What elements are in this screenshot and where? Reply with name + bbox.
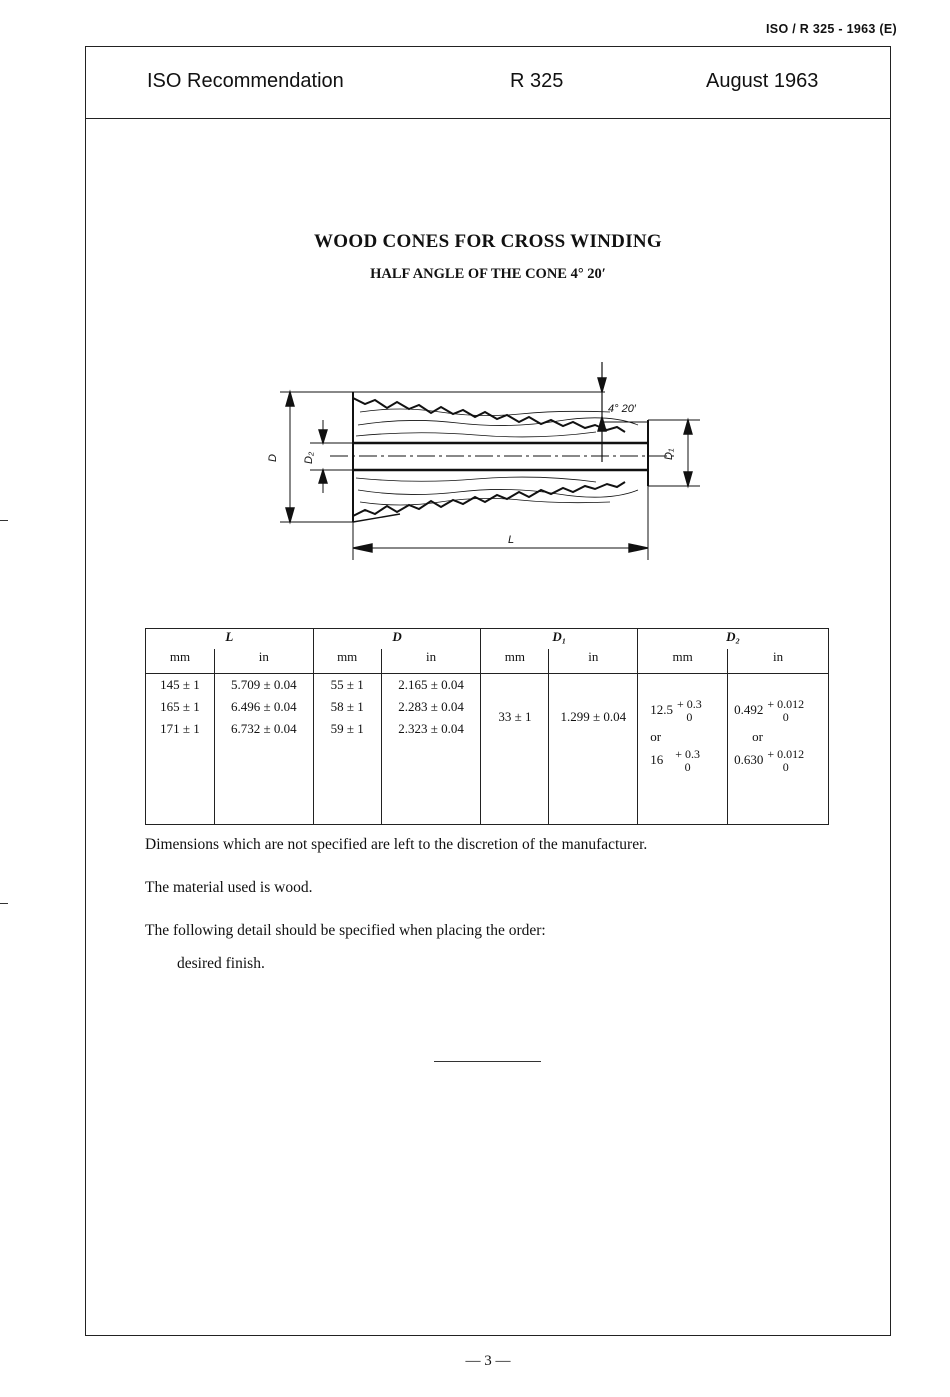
header-left: ISO Recommendation xyxy=(147,70,344,92)
note-order-detail: The following detail should be specified when placing the order: xyxy=(145,922,546,939)
or-label: or xyxy=(752,729,763,744)
D1-in-cell xyxy=(549,674,638,825)
tolerance xyxy=(675,748,700,774)
D2-mm-cell xyxy=(638,674,728,825)
unit-cell: in xyxy=(549,649,638,674)
tolerance xyxy=(767,698,804,724)
D2-mm-second xyxy=(650,748,727,774)
label-D: D xyxy=(267,454,279,462)
D-in-cell xyxy=(381,674,481,825)
tolerance xyxy=(677,698,702,724)
L-mm-cell xyxy=(146,674,215,825)
note-unspecified-dimensions: Dimensions which are not specified are left to the discretion of the manufacturer. xyxy=(145,836,648,853)
label-angle: 4° 20′ xyxy=(608,403,636,415)
unit-cell: mm xyxy=(638,649,728,674)
tolerance-lower: 0 xyxy=(686,710,693,724)
D2-mm-first xyxy=(650,698,727,724)
L-mm-value: 165 ± 1 xyxy=(160,699,200,714)
tolerance-upper: + 0.012 xyxy=(767,697,805,711)
tolerance-lower: 0 xyxy=(782,710,789,724)
or-label: or xyxy=(650,729,662,744)
L-in-value: 6.496 ± 0.04 xyxy=(230,699,297,714)
label-D2: D₂ xyxy=(303,451,315,464)
margin-mark xyxy=(0,520,8,521)
unit-cell: mm xyxy=(313,649,381,674)
D-mm-value: 59 ± 1 xyxy=(330,721,364,736)
tolerance-lower: 0 xyxy=(684,760,691,774)
D1-in-value: 1.299 ± 0.04 xyxy=(560,709,627,724)
D2-in-second xyxy=(734,748,828,774)
table-units-header xyxy=(146,649,829,674)
group-D2: D₂ xyxy=(638,629,829,650)
D-in-value: 2.283 ± 0.04 xyxy=(398,699,464,714)
note-material: The material used is wood. xyxy=(145,879,313,896)
D1-mm-cell xyxy=(481,674,549,825)
header-right: August 1963 xyxy=(706,70,819,92)
L-in-value: 5.709 ± 0.04 xyxy=(230,677,297,692)
note-finish: desired finish. xyxy=(177,955,265,972)
tolerance xyxy=(767,748,804,774)
D1-mm-value: 33 ± 1 xyxy=(498,709,532,724)
group-L: L xyxy=(146,629,314,650)
tolerance-upper: + 0.3 xyxy=(675,747,700,761)
D-in-value: 2.165 ± 0.04 xyxy=(398,677,464,692)
table-row xyxy=(146,674,829,825)
dimensions-table xyxy=(145,628,829,825)
document-subtitle: HALF ANGLE OF THE CONE 4° 20′ xyxy=(370,266,606,282)
label-D1: D₁ xyxy=(663,448,675,460)
L-in-value: 6.732 ± 0.04 xyxy=(230,721,297,736)
D2-in-cell xyxy=(728,674,829,825)
D2-in-first-value: 0.492 xyxy=(734,701,764,717)
D2-in-first xyxy=(734,698,828,724)
D-mm-value: 58 ± 1 xyxy=(330,699,364,714)
unit-cell: in xyxy=(381,649,481,674)
table-group-header xyxy=(146,629,829,650)
L-in-cell xyxy=(214,674,313,825)
document-title: WOOD CONES FOR CROSS WINDING xyxy=(314,231,662,252)
L-mm-value: 145 ± 1 xyxy=(160,677,200,692)
D2-mm-first-value: 12.5 xyxy=(650,701,673,717)
document-reference: ISO / R 325 - 1963 (E) xyxy=(766,22,897,36)
end-rule xyxy=(434,1061,541,1062)
D2-mm-second-value: 16 xyxy=(650,751,664,767)
D-mm-value: 55 ± 1 xyxy=(330,677,364,692)
unit-cell: mm xyxy=(481,649,549,674)
unit-cell: in xyxy=(728,649,829,674)
D-mm-cell xyxy=(313,674,381,825)
tolerance-upper: + 0.3 xyxy=(676,697,702,711)
page-number: — 3 — xyxy=(465,1353,511,1369)
D2-in-second-value: 0.630 xyxy=(734,751,764,767)
margin-mark xyxy=(0,903,8,904)
label-L: L xyxy=(508,534,515,546)
group-D1: D₁ xyxy=(481,629,638,650)
tolerance-lower: 0 xyxy=(782,760,789,774)
D-in-value: 2.323 ± 0.04 xyxy=(398,721,464,736)
header-divider xyxy=(85,118,891,119)
header-middle: R 325 xyxy=(510,70,564,92)
L-mm-value: 171 ± 1 xyxy=(160,721,200,736)
cone-drawing xyxy=(260,350,710,565)
tolerance-upper: + 0.012 xyxy=(767,747,805,761)
unit-cell: mm xyxy=(146,649,215,674)
group-D: D xyxy=(313,629,481,650)
unit-cell: in xyxy=(214,649,313,674)
